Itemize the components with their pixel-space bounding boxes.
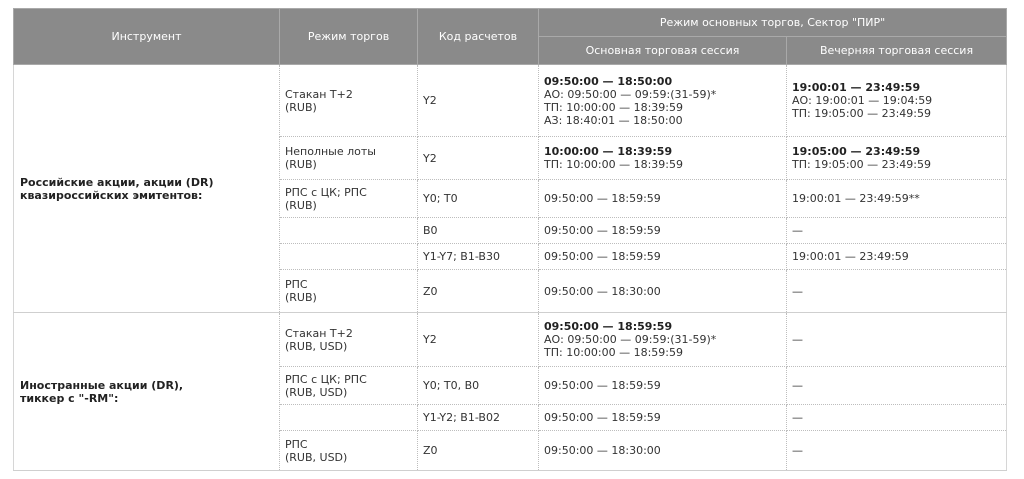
trading-mode-label: РПС — [285, 437, 308, 451]
trading-mode-label: РПС — [285, 278, 308, 291]
trading-mode-label: (RUB, USD) — [285, 450, 348, 464]
evening-session-time: 19:00:01 — 23:49:59 — [792, 81, 921, 94]
header-instrument: Инструмент — [14, 9, 280, 65]
main-session-cell — [539, 244, 787, 270]
evening-session-cell — [787, 65, 1007, 137]
header-settlement-code: Код расчетов — [418, 9, 539, 65]
settlement-code-cell: Z0 — [418, 431, 539, 471]
evening-session-cell — [787, 367, 1007, 405]
main-session-cell — [539, 405, 787, 431]
trading-mode-cell — [280, 431, 418, 471]
main-session-time: 09:50:00 — 18:30:00 — [544, 444, 661, 457]
evening-session-time: 19:00:01 — 23:49:59** — [792, 192, 920, 205]
table-row — [14, 65, 1007, 137]
evening-session-cell — [787, 244, 1007, 270]
instrument-label: квазироссийских эмитентов: — [20, 188, 203, 202]
trading-mode-cell — [280, 218, 418, 244]
main-session-time: 10:00:00 — 18:39:59 — [544, 145, 673, 158]
trading-mode-label: (RUB, USD) — [285, 385, 348, 399]
instrument-cell — [14, 313, 280, 471]
evening-session-cell — [787, 180, 1007, 218]
main-session-cell — [539, 180, 787, 218]
instrument-label: Иностранные акции (DR), — [20, 378, 184, 392]
trading-mode-label: (RUB) — [285, 198, 317, 212]
evening-session-time: — — [792, 224, 803, 237]
evening-session-time: — — [792, 379, 803, 392]
main-session-time: 09:50:00 — 18:59:59 — [544, 192, 661, 205]
main-session-cell — [539, 367, 787, 405]
main-session-time: 09:50:00 — 18:59:59 — [544, 224, 661, 237]
header-main-session: Основная торговая сессия — [539, 37, 787, 65]
schedule-table-wrapper — [13, 8, 1007, 471]
evening-session-cell — [787, 405, 1007, 431]
main-session-cell — [539, 65, 787, 137]
main-session-cell — [539, 313, 787, 367]
trading-mode-label: (RUB) — [285, 100, 317, 114]
trading-mode-label: Неполные лоты — [285, 145, 376, 158]
trading-mode-cell — [280, 367, 418, 405]
main-session-cell — [539, 137, 787, 180]
evening-session-time: — — [792, 444, 803, 457]
settlement-code-cell: Y1-Y7; B1-B30 — [418, 244, 539, 270]
evening-session-time: ТП: 19:05:00 — 23:49:59 — [792, 107, 931, 120]
trading-mode-cell — [280, 405, 418, 431]
main-session-time: ТП: 10:00:00 — 18:59:59 — [544, 346, 683, 359]
trading-mode-label: (RUB) — [285, 291, 317, 304]
trading-mode-label: Стакан Т+2 — [285, 326, 353, 340]
trading-mode-label: (RUB) — [285, 158, 317, 171]
evening-session-time: ТП: 19:05:00 — 23:49:59 — [792, 158, 931, 171]
main-session-time: 09:50:00 — 18:30:00 — [544, 284, 661, 298]
main-session-time: ТП: 10:00:00 — 18:39:59 — [544, 100, 683, 114]
trading-mode-cell — [280, 137, 418, 180]
main-session-time: ТП: 10:00:00 — 18:39:59 — [544, 158, 683, 171]
header-evening-session: Вечерняя торговая сессия — [787, 37, 1007, 65]
header-trading-mode: Режим торгов — [280, 9, 418, 65]
evening-session-time: — — [792, 333, 803, 346]
trading-mode-label: Стакан Т+2 — [285, 87, 353, 101]
settlement-code-cell: Y1-Y2; B1-B02 — [418, 405, 539, 431]
instrument-label: Российские акции, акции (DR) — [20, 175, 214, 189]
instrument-label: тиккер с "-RM": — [20, 391, 119, 405]
settlement-code-cell: Y2 — [418, 137, 539, 180]
header-main-trading-group: Режим основных торгов, Сектор "ПИР" — [539, 9, 1007, 37]
main-session-time: 09:50:00 — 18:59:59 — [544, 250, 661, 263]
settlement-code-cell: Y0; T0, B0 — [418, 367, 539, 405]
evening-session-time: 19:00:01 — 23:49:59 — [792, 250, 909, 263]
main-session-cell — [539, 218, 787, 244]
trading-mode-label: РПС с ЦК; РПС — [285, 372, 367, 386]
main-session-time: 09:50:00 — 18:59:59 — [544, 379, 661, 392]
main-session-cell — [539, 270, 787, 313]
settlement-code-cell: B0 — [418, 218, 539, 244]
settlement-code-cell: Y2 — [418, 65, 539, 137]
main-session-time: 09:50:00 — 18:50:00 — [544, 74, 673, 88]
main-session-time: 09:50:00 — 18:59:59 — [544, 320, 673, 333]
evening-session-time: — — [792, 284, 803, 298]
schedule-table-body — [14, 65, 1007, 471]
table-row — [14, 313, 1007, 367]
main-session-time: АЗ: 18:40:01 — 18:50:00 — [544, 113, 683, 127]
trading-mode-cell — [280, 270, 418, 313]
evening-session-cell — [787, 270, 1007, 313]
trading-schedule-table — [13, 8, 1007, 471]
settlement-code-cell: Y2 — [418, 313, 539, 367]
instrument-cell — [14, 65, 280, 313]
trading-mode-cell — [280, 244, 418, 270]
main-session-time: АО: 09:50:00 — 09:59:(31-59)* — [544, 87, 717, 101]
evening-session-time: 19:05:00 — 23:49:59 — [792, 145, 921, 158]
trading-mode-cell — [280, 180, 418, 218]
evening-session-time: — — [792, 411, 803, 424]
trading-mode-label: (RUB, USD) — [285, 339, 348, 353]
evening-session-cell — [787, 218, 1007, 244]
evening-session-cell — [787, 137, 1007, 180]
trading-mode-cell — [280, 313, 418, 367]
trading-mode-cell — [280, 65, 418, 137]
evening-session-cell — [787, 431, 1007, 471]
evening-session-time: АО: 19:00:01 — 19:04:59 — [792, 94, 933, 107]
main-session-time: 09:50:00 — 18:59:59 — [544, 411, 661, 424]
settlement-code-cell: Z0 — [418, 270, 539, 313]
evening-session-cell — [787, 313, 1007, 367]
trading-mode-label: РПС с ЦК; РПС — [285, 185, 367, 199]
main-session-time: АО: 09:50:00 — 09:59:(31-59)* — [544, 333, 717, 346]
settlement-code-cell: Y0; T0 — [418, 180, 539, 218]
main-session-cell — [539, 431, 787, 471]
